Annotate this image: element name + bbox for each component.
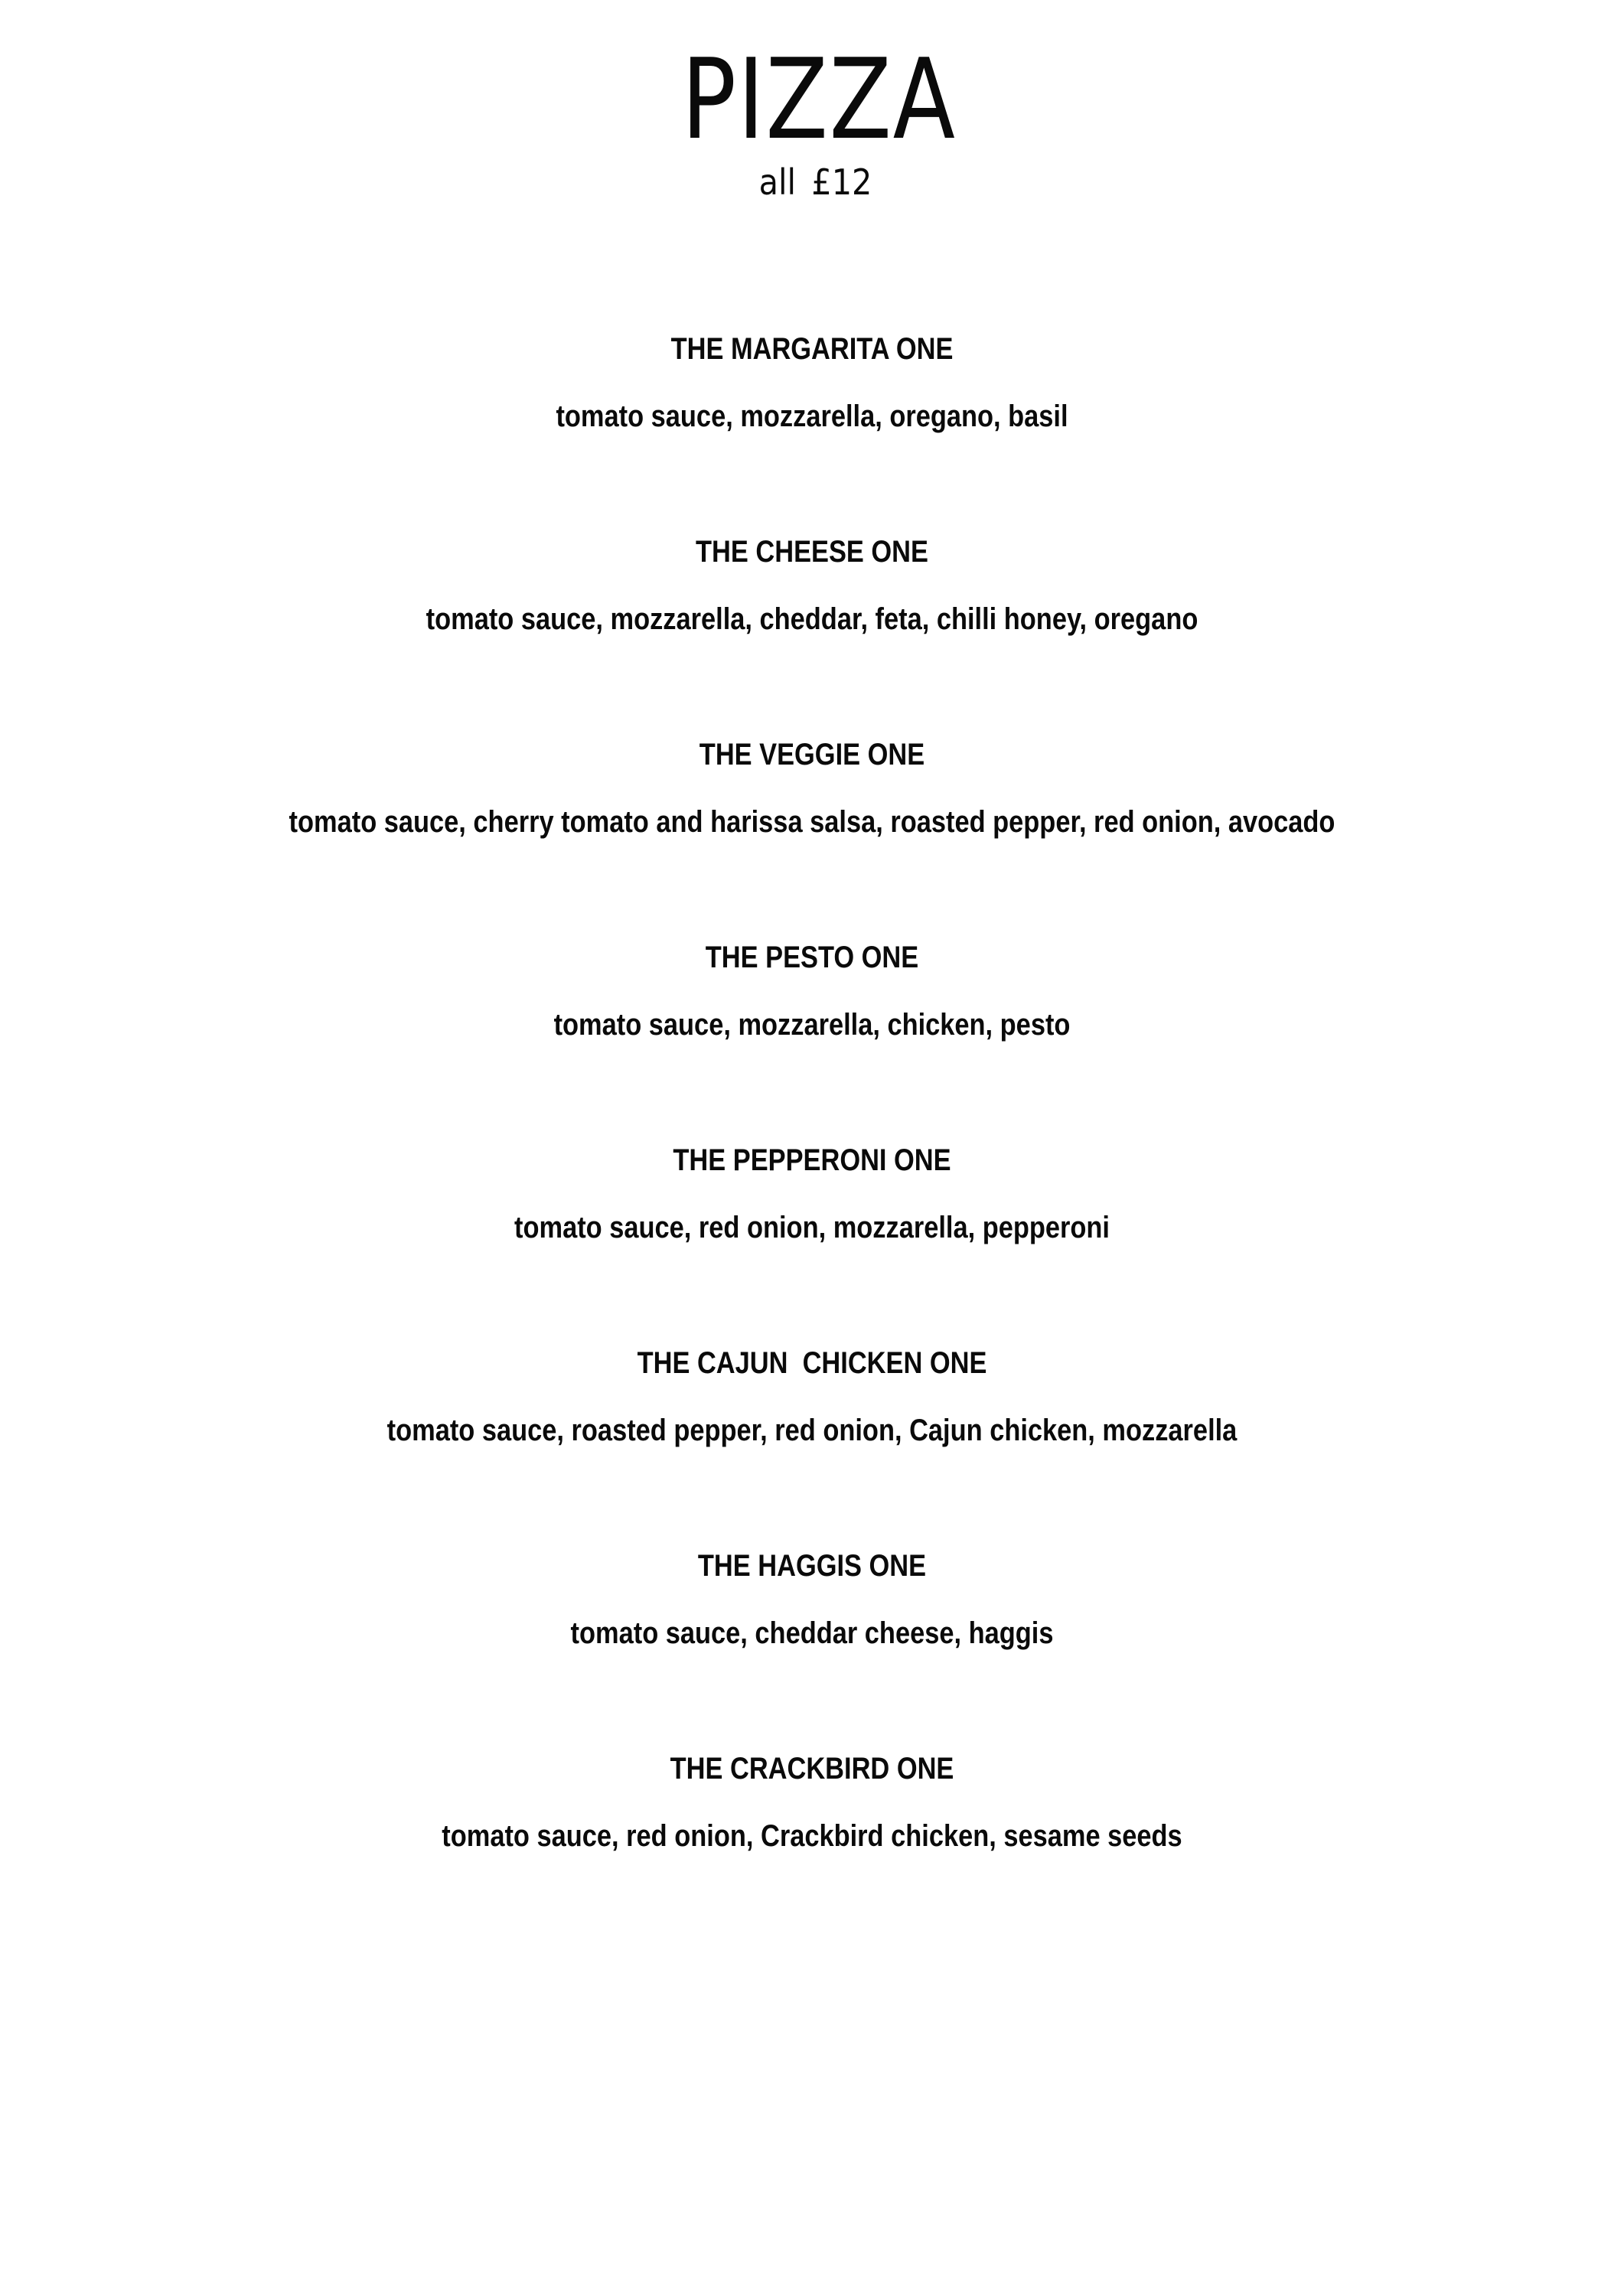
menu-title: PIZZA xyxy=(681,35,957,165)
item-name: THE CRACKBIRD ONE xyxy=(670,1752,954,1786)
item-description: tomato sauce, mozzarella, cheddar, feta, chilli honey, oregano xyxy=(426,602,1198,636)
item-description: tomato sauce, roasted pepper, red onion, Cajun chicken, mozzarella xyxy=(386,1414,1238,1447)
item-description: tomato sauce, cherry tomato and harissa salsa, roasted pepper, red onion, avocado xyxy=(289,805,1335,839)
item-description: tomato sauce, mozzarella, chicken, pesto xyxy=(553,1008,1071,1042)
menu-price-note: all £12 xyxy=(758,161,872,203)
item-description: tomato sauce, cheddar cheese, haggis xyxy=(570,1616,1054,1650)
item-name: THE VEGGIE ONE xyxy=(699,738,925,771)
item-name: THE CAJUN CHICKEN ONE xyxy=(637,1346,987,1380)
item-name: THE PEPPERONI ONE xyxy=(673,1143,951,1177)
item-name: THE CHEESE ONE xyxy=(696,535,928,569)
item-name: THE HAGGIS ONE xyxy=(697,1549,927,1583)
item-description: tomato sauce, red onion, Crackbird chicken, sesame seeds xyxy=(442,1819,1182,1853)
item-name: THE MARGARITA ONE xyxy=(670,332,954,366)
item-description: tomato sauce, mozzarella, oregano, basil xyxy=(556,400,1068,433)
item-description: tomato sauce, red onion, mozzarella, pepperoni xyxy=(514,1211,1110,1244)
item-name: THE PESTO ONE xyxy=(705,941,919,974)
